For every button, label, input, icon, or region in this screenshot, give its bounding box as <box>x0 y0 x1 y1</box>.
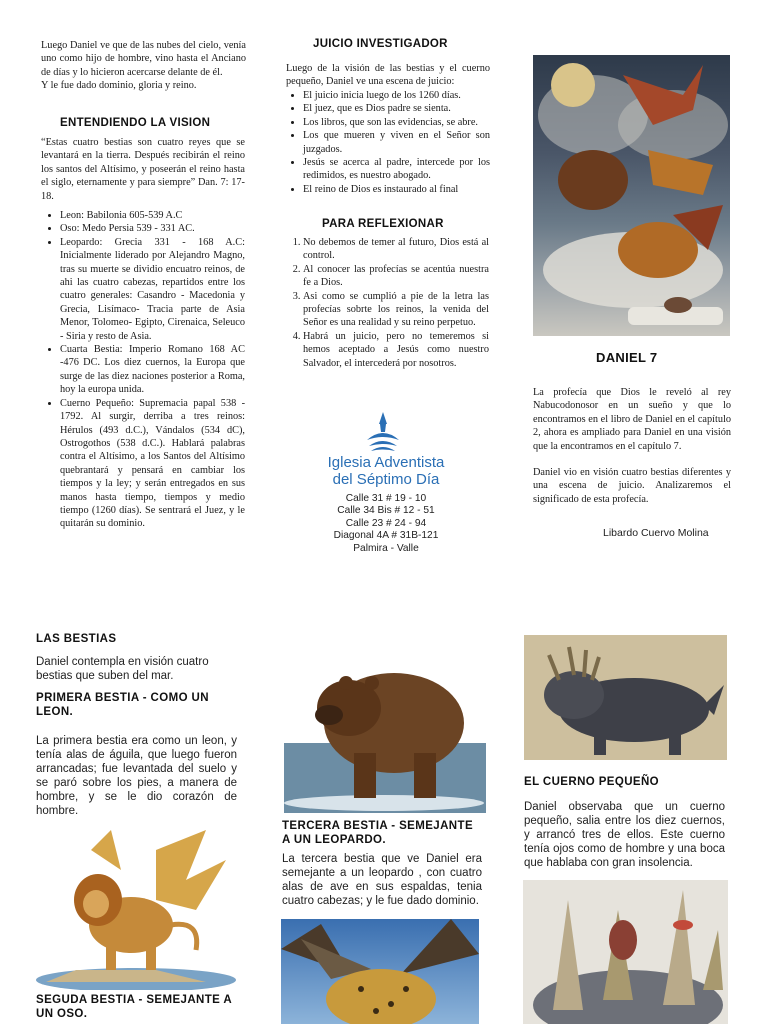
reflect-list <box>283 236 489 370</box>
heading-entendiendo: ENTENDIENDO LA VISION <box>60 117 211 129</box>
leopard-image <box>281 919 479 1024</box>
heading-segunda-bestia: SEGUDA BESTIA - SEMEJANTE A UN OSO. <box>36 994 232 1020</box>
list-item: • Cuerno Pequeño: Supremacia papal 538 - 1792. Al surgir, derriba a tres reinos: Hérulos (493 d.C.), Vándalos (534 dC), Ostrogothos (538 d.C.). Hablará palabras contra el Altísimo, a los Santos del Altísimo quebrantará y pensará en cambiar los tiempos y la ley; y serán entregados en sus manos hasta tiempo, tiempos y medio tiempo (1260 días). Se sentrará el Juez, y le quitarán su dominio. <box>60 397 245 531</box>
list-item: • Oso: Medo Persia 539 - 331 AC. <box>60 222 245 235</box>
church-addresses: Calle 31 # 19 - 10 Calle 34 Bis # 12 - 51 Calle 23 # 24 - 94 Diagonal 4A # 31B-121 Palmira - Valle <box>333 493 439 554</box>
judgment-intro: Luego de la visión de las bestias y el cuerno pequeño, Daniel ve una escena de juicio: <box>286 63 490 88</box>
judgment-list <box>286 89 490 196</box>
list-item: • El juez, que es Dios padre se sienta. <box>303 102 490 115</box>
intro-paragraph: Luego Daniel ve que de las nubes del cielo, venía uno como hijo de hombre, vino hasta el Anciano de días y lo hicieron acercarse delante de él. Y le fue dado dominio, gloria y reino. <box>41 40 246 92</box>
bear-image <box>284 633 486 813</box>
list-item: • Jesús se acerca al padre, intercede por los redimidos, es nuestro abogado. <box>303 156 490 183</box>
tercera-paragraph: La tercera bestia que ve Daniel era semejante a un leopardo , con cuatro alas de ave en sus espaldas, tenia cuatro cabezas; y le fue dado dominio. <box>282 853 482 907</box>
title-daniel-7: DANIEL 7 <box>596 350 658 365</box>
list-item: • Los libros, que son las evidencias, se abre. <box>303 116 490 129</box>
heading-primera-bestia: PRIMERA BESTIA - COMO UN LEON. <box>36 692 209 718</box>
list-item: 3. Asi como se cumplió a pie de la letra las profecías sobrte los reinos, la venida del Señor es una realidad y su reino perpetuo. <box>303 290 489 330</box>
quote-paragraph: “Estas cuatro bestias son cuatro reyes que se levantará en la tierra. Después recibirán el reino los santos del Altísimo, y poseerán el reino hasta el siglo, eternamente y para siempre” Dan. 7: 17-18. <box>41 137 245 202</box>
list-item: • Leon: Babilonia 605-539 A.C <box>60 209 245 222</box>
primera-paragraph: La primera bestia era como un leon, y tenía alas de águila, que luego fueron arrancadas; fue levantada del suelo y se paró sobre los pies, a manera de hombre, y se le dio corazón de hombre. <box>36 735 237 817</box>
daniel-vision-image <box>533 55 730 336</box>
list-item: • El juicio inicia luego de los 1260 días. <box>303 89 490 102</box>
cuerno-paragraph: Daniel observaba que un cuerno pequeño, salia entre los diez cuernos, y arrancó tres de ellos. Este cuerno tenía ojos como de hombre y una boca que hablaba con gran insolencia. <box>524 801 725 869</box>
heading-cuerno-pequeno: EL CUERNO PEQUEÑO <box>524 776 660 788</box>
horns-image <box>523 880 728 1024</box>
list-item: • Cuarta Bestia: Imperio Romano 168 AC -476 DC. Los diez cuernos, la Europa que surge de las diez naciones posterior a Roma, hoy la europa unida. <box>60 343 245 397</box>
list-item: 4. Habrá un juicio, pero no temeremos si hemos aceptado a Jesús como nuestro Salvador, el intercederá por nosotros. <box>303 330 489 370</box>
heading-las-bestias: LAS BESTIAS <box>36 633 117 645</box>
daniel-intro-paragraph: La profecía que Dios le reveló al rey Nabucodonosor en un sueño y que lo encontramos en el libro de Daniel en el capítulo 2, ahora es ampliado para Daniel en una visión que la encontramos en el capítulo 7. Daniel vio en visión cuatro bestias diferentes y una escena de juicio. Analizaremos el significado de esta profecía. <box>533 387 731 505</box>
kingdoms-list <box>41 209 245 531</box>
fourth-beast-image <box>524 635 727 760</box>
list-item: • Leopardo: Grecia 331 - 168 A.C: Inicialmente liderado por Alejandro Magno, tras su muerte se dividio encuatro reinos, de ahi las cuatro cabezas, repartidos entre los cuatro generales: Casandro - Macedonia y Grecia, Lisímaco- Tracia parte de Asia Menor, Tolomeo- Egipto, Cirenaica, Seleuco - Siria y resto de Asia. <box>60 236 245 343</box>
list-item: • El reino de Dios es instaurado al final <box>303 183 490 196</box>
list-item: 2. Al conocer las profecías se acentúa nuestra fe a Dios. <box>303 263 489 290</box>
bestias-paragraph: Daniel contempla en visión cuatro bestias que suben del mar. <box>36 656 209 682</box>
author-name: Libardo Cuervo Molina <box>603 527 709 539</box>
list-item: 1. No debemos de temer al futuro, Dios está al control. <box>303 236 489 263</box>
adventist-logo-icon <box>363 410 403 452</box>
winged-lion-image <box>36 830 236 990</box>
heading-reflexionar: PARA REFLEXIONAR <box>322 218 444 230</box>
heading-tercera-bestia: TERCERA BESTIA - SEMEJANTE A UN LEOPARDO. <box>282 820 474 846</box>
list-item: • Los que mueren y viven en el Señor son juzgados. <box>303 129 490 156</box>
heading-juicio: JUICIO INVESTIGADOR <box>313 38 448 50</box>
church-name: Iglesia Adventista del Séptimo Día <box>327 454 445 488</box>
